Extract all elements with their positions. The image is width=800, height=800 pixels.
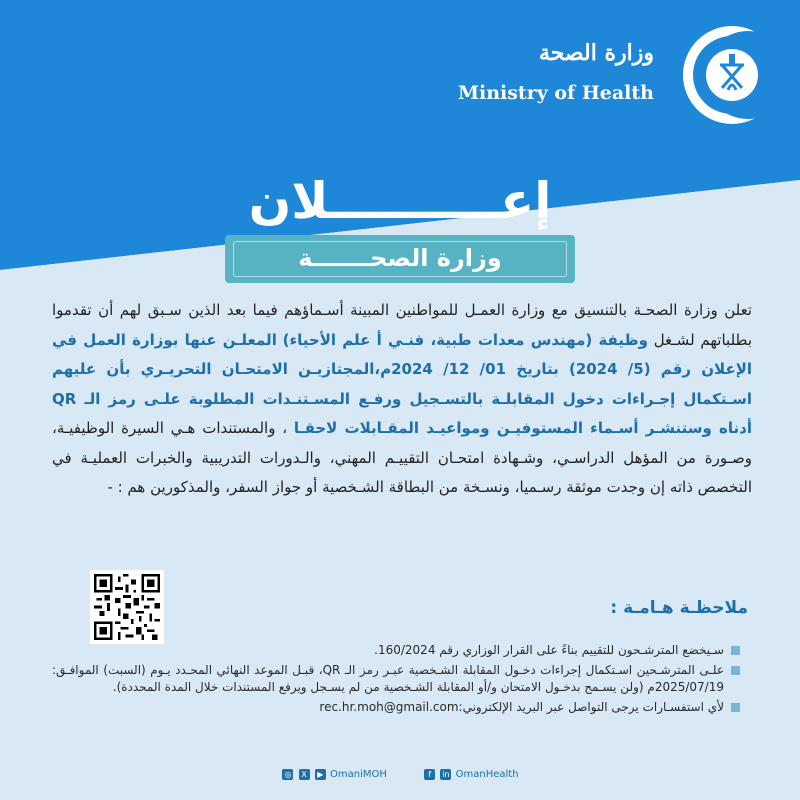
note-text: لأي استفسـارات يرجى التواصل عبر البريد الإلكتروني:rec.hr.moh@gmail.com: [319, 700, 724, 714]
ribbon-label: وزارة الصحـــــــة: [298, 244, 502, 272]
body-intro: تعلن وزارة الصحـة بالتنسيق مع وزارة العمـل للمواطنين المبينة أسـماؤهم فيما بعد الذين سـبق لهم أن تقدموا بطلباتهم لشـغل: [52, 301, 753, 349]
x-icon[interactable]: X: [299, 769, 310, 780]
logo-name-ar: وزارة الصحة: [538, 40, 654, 66]
qr-code-icon: [94, 574, 160, 640]
note-item: [52, 642, 742, 659]
bullet-icon: [731, 646, 740, 655]
linkedin-icon[interactable]: in: [442, 770, 450, 779]
qr-code[interactable]: [90, 570, 164, 644]
footer-handle-1[interactable]: OmaniMOH: [330, 769, 387, 780]
note-text: علـى المترشـحين اسـتكمال إجراءات دخـول المقابلة الشـخصية عبـر رمز الـ QR، قبـل الموعد النهائي المحـدد يـوم (السبت) الموافـق: 2025/07/19م (ولن يسـمح بدخـول الامتحان و/أو المقابلة الشـخصية من لم يسـجل ويرفع المستندات خلال المدة المحددة).: [52, 663, 724, 694]
crescent-emblem-icon: [670, 20, 780, 130]
note-text: سـيخضع المترشـحون للتقييم بناءً على القرار الوزاري رقم 160/2024.: [374, 643, 724, 657]
announcement-details: المعلـن عنها بوزارة العمل في الإعلان رقم (5/ 2024) بتاريخ 01/ 12/ 2024م،المجتازيـن الامتحـان التحريـري بأن عليهم اسـتكمال إجـراءات دخول المقابلـة بالتسـجيل ورفـع المسـتنـدات المطلوبة علـى رمز الـ QR أدناه وستنشـر أسـماء المستوفيـن ومواعيـد المقـابلات لاحقـا: [52, 330, 753, 437]
body-documents: ، والمستندات هـي السيرة الوظيفيـة، وصـورة من المؤهل الدراسـي، وشـهادة امتحـان التقييـم المهني، والـدورات التدريبية والخبرات العمليـة في التخصص ذاته إن وجدت موثقة رسـميا، ونسـخة من البطاقة الشـخصية أو جواز السفر، والمذكورين هم : -: [52, 419, 752, 496]
note-title: ملاحظـة هـامـة :: [610, 598, 748, 618]
ministry-logo: [457, 20, 780, 130]
bullet-icon: [731, 666, 740, 675]
instagram-icon[interactable]: ◎: [282, 769, 293, 780]
footer-handle-2[interactable]: OmanHealth: [455, 769, 519, 780]
youtube-icon[interactable]: ▶: [315, 769, 326, 780]
page-title: إعــــــــــلان: [248, 172, 552, 230]
note-item: [52, 662, 742, 696]
social-footer: [0, 769, 800, 781]
notes-list: [52, 642, 742, 719]
note-item: [52, 699, 742, 716]
facebook-icon[interactable]: f: [424, 769, 435, 780]
logo-name-en: Ministry of Health: [457, 82, 654, 104]
announcement-body: [52, 296, 752, 503]
bullet-icon: [731, 703, 740, 712]
job-title: وظيفة (مهندس معدات طبية، فنـي أ علم الأحياء): [282, 330, 648, 349]
